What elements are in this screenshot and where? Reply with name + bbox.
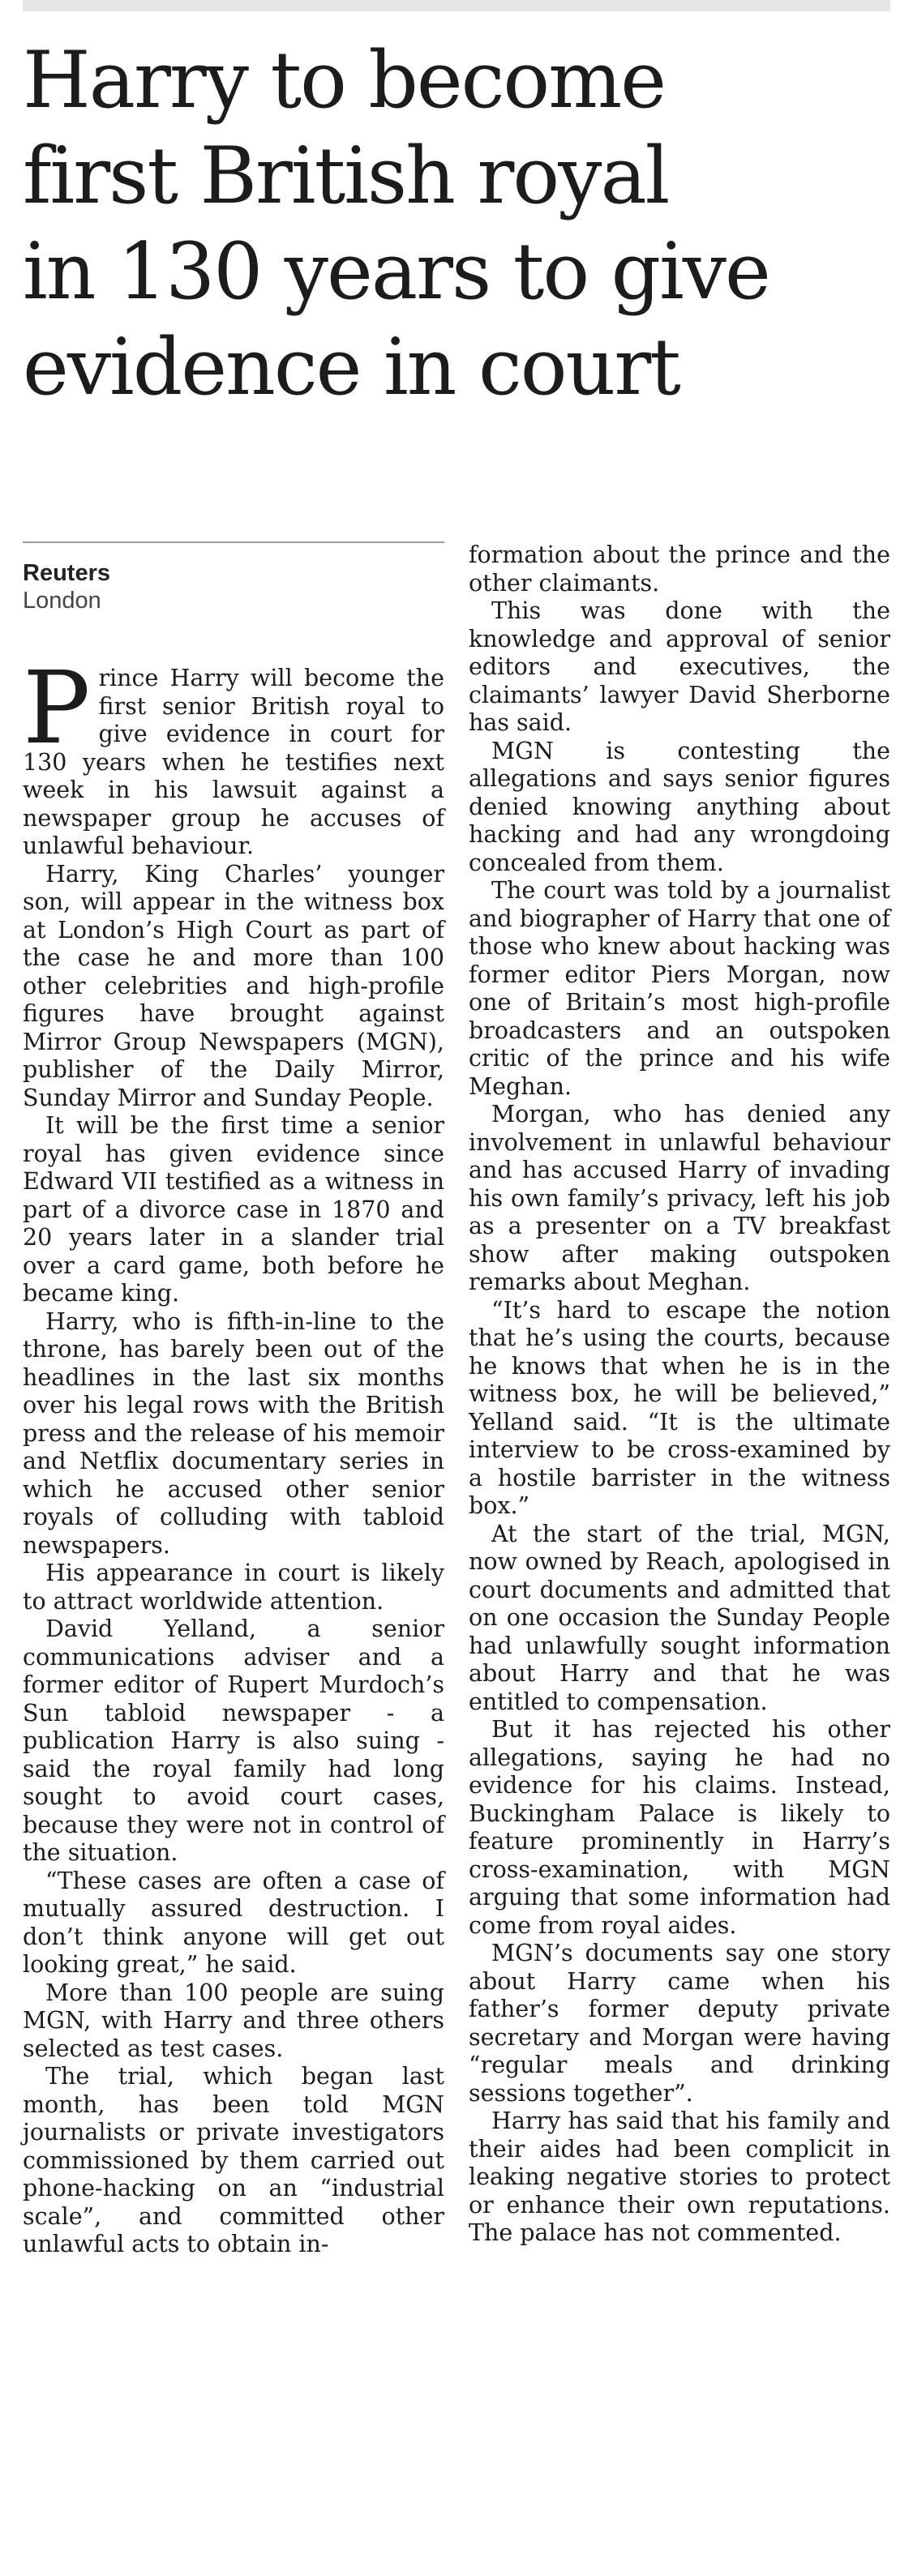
headline-line: in 130 years to give — [23, 226, 769, 317]
body-paragraph: It will be the first time a senior royal has given evidence since Edward VII testified as a witness in part of a divorce case in 1870 and 20 years later in a slander trial over a card game, both before he became king. — [23, 1112, 444, 1307]
column-right — [469, 541, 890, 2248]
body-paragraph: Harry has said that his family and their aides had been complicit in leaking negative stories to protect or enhance their own reputations. The palace has not commented. — [469, 2107, 890, 2246]
body-paragraph: Harry, who is fifth-in-line to the throne, has barely been out of the headlines in the last six months over his legal rows with the British press and the release of his memoir and Netflix documentary series in which he accused other senior royals of colluding with tabloid newspapers. — [23, 1307, 444, 1559]
continued-paragraph: formation about the prince and the other claimants. — [469, 541, 890, 597]
headline-line: first British royal — [23, 131, 669, 221]
headline-line: Harry to become — [23, 35, 666, 126]
drop-cap: P — [23, 650, 91, 767]
body-paragraph: More than 100 people are suing MGN, with Harry and three others selected as test cases. — [23, 1979, 444, 2062]
body-paragraph: The trial, which began last month, has been told MGN journalists or private investigators commissioned by them carried out phone-hacking on an “industrial scale”, and committed other unlawful acts to obtain in- — [23, 2063, 444, 2257]
byline-location: London — [23, 588, 101, 614]
lead-paragraph — [23, 650, 444, 861]
body-paragraph: At the start of the trial, MGN, now owned by Reach, apologised in court documents and admitted that on one occasion the Sunday People had unlawfully sought information about Harry and that he was entitled to compensation. — [469, 1520, 890, 1715]
article-columns — [23, 541, 890, 2535]
byline-divider — [23, 541, 444, 543]
body-paragraph: David Yelland, a senior communications adviser and a former editor of Rupert Murdoch’s Sun tabloid newspaper - a publication Harry is also suing - said the royal family had long sought to avoid court cases, because they were not in control of the situation. — [23, 1615, 444, 1866]
headline — [23, 32, 890, 415]
body-paragraph: “These cases are often a case of mutually assured destruction. I don’t think anyone will get out looking great,” he said. — [23, 1867, 444, 1978]
byline-agency: Reuters — [23, 560, 110, 586]
body-paragraph: The court was told by a journalist and biographer of Harry that one of those who knew about hacking was former editor Piers Morgan, now one of Britain’s most high-profile broadcasters and an outspoken critic of the prince and his wife Meghan. — [469, 877, 890, 1100]
top-rule — [23, 0, 890, 11]
body-paragraph: This was done with the knowledge and approval of senior editors and executives, the claimants’ lawyer David Sherborne has said. — [469, 597, 890, 736]
column-left — [23, 541, 444, 2259]
body-paragraph: “It’s hard to escape the notion that he’s using the courts, because he knows that when he is in the witness box, he will be believed,” Yelland said. “It is the ultimate interview to be cross-examined by a hostile barrister in the witness box.” — [469, 1296, 890, 1519]
body-paragraph: MGN’s documents say one story about Harry came when his father’s former deputy private secretary and Morgan were having “regular meals and drinking sessions together”. — [469, 1940, 890, 2107]
body-paragraph: Morgan, who has denied any involvement in unlawful behaviour and has accused Harry of invading his own family’s privacy, left his job as a presenter on a TV breakfast show after making outspoken remarks about Meghan. — [469, 1101, 890, 1295]
headline-line: evidence in court — [23, 322, 679, 413]
body-paragraph: MGN is contesting the allegations and says senior figures denied knowing anything about hacking and had any wrongdoing concealed from them. — [469, 737, 890, 876]
lead-text: rince Harry will become the first senior British royal to give evidence in court for 130 years when he testifies next week in his lawsuit against a newspaper group he accuses of unlawful behaviour. — [23, 665, 444, 859]
body-paragraph: Harry, King Charles’ younger son, will appear in the witness box at London’s High Court as part of the case he and more than 100 other celebrities and high-profile figures have brought against Mirror Group Newspapers (MGN), publisher of the Daily Mirror, Sunday Mirror and Sunday People. — [23, 860, 444, 1111]
body-paragraph: But it has rejected his other allegations, saying he had no evidence for his claims. Instead, Buckingham Palace is likely to feature prominently in Harry’s cross-examination, with MGN arguing that some information had come from royal aides. — [469, 1716, 890, 1939]
body-paragraph: His appearance in court is likely to attract worldwide attention. — [23, 1560, 444, 1615]
